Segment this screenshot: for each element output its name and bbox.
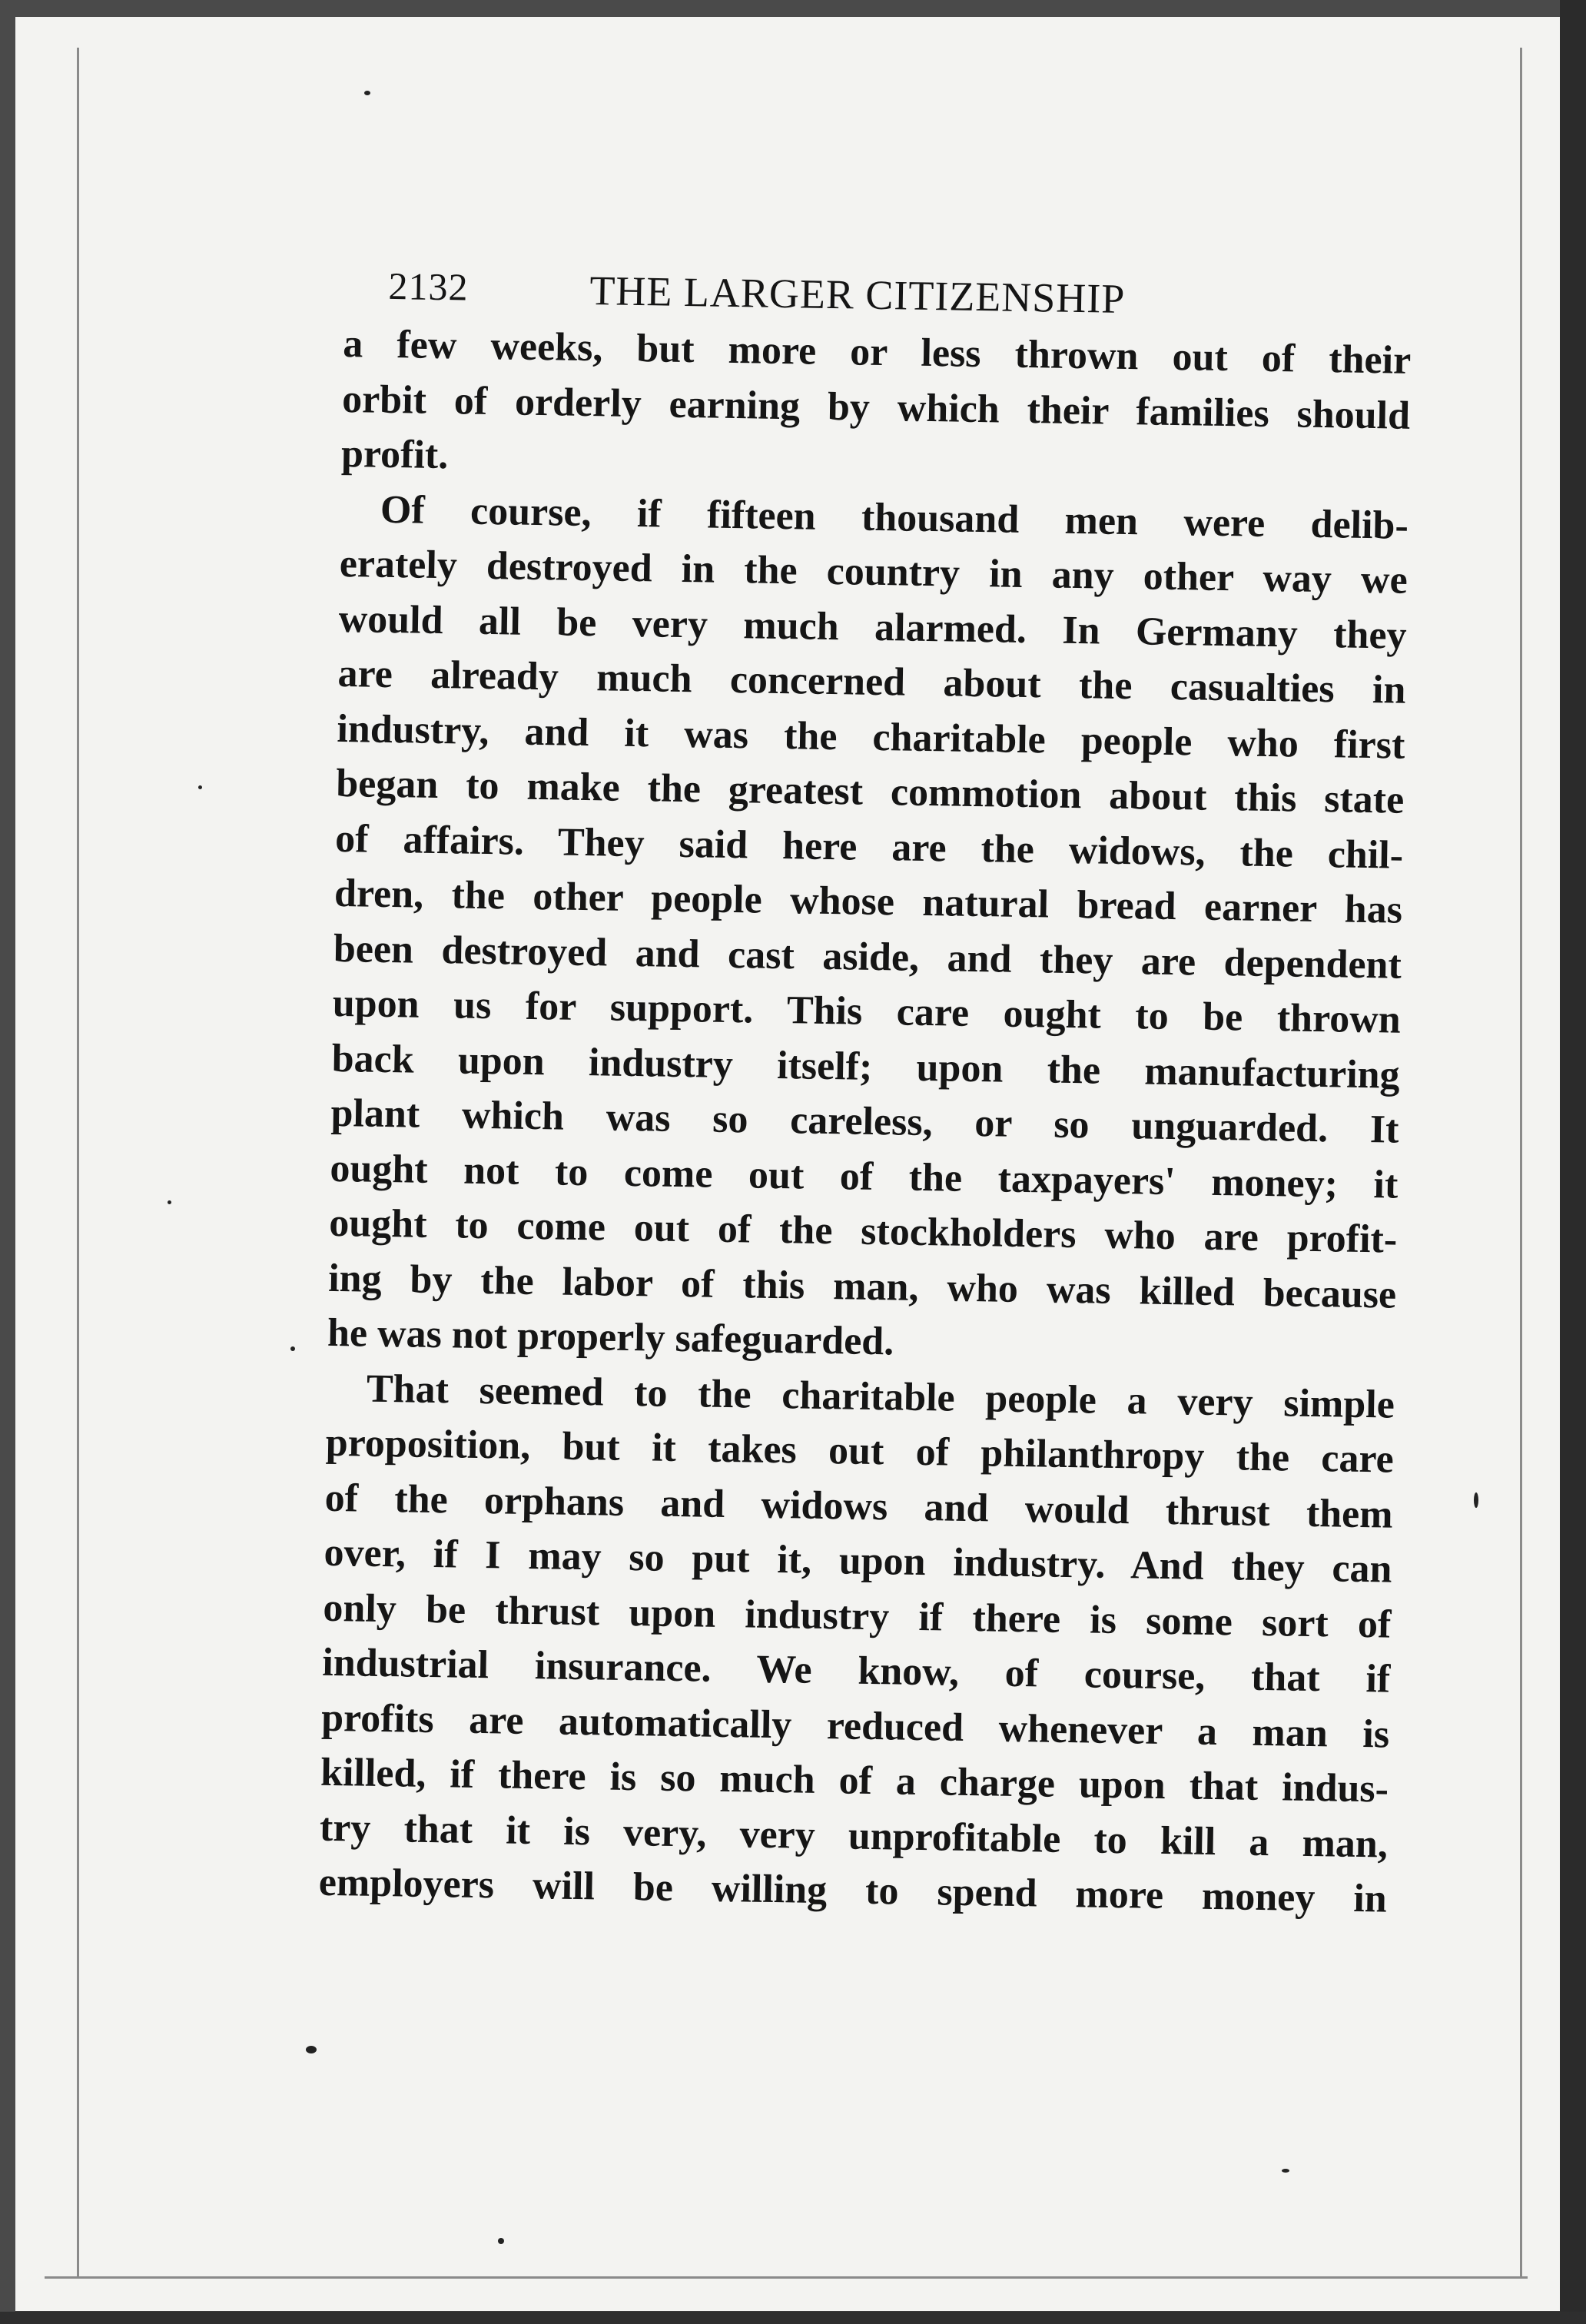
text-line: would all be very much alarmed. In Germany they [338, 596, 1408, 658]
text-line: only be thrust upon industry if there is some sort of [323, 1585, 1392, 1647]
text-line: profit. [340, 431, 449, 478]
running-title: THE LARGER CITIZENSHIP [589, 267, 1126, 322]
speck [1474, 1492, 1478, 1508]
text-line: Of course, if fifteen thousand men were delib- [380, 487, 1409, 548]
text-line: ing by the labor of this man, who was killed because [327, 1256, 1397, 1317]
text-line: back upon industry itself; upon the manufacturing [331, 1036, 1401, 1097]
text-line: profits are automatically reduced whenever a man is [320, 1695, 1390, 1757]
text-line: been destroyed and cast aside, and they are dependent [333, 926, 1402, 988]
text-line: upon us for support. This care ought to be thrown [332, 981, 1402, 1042]
right-margin-rule [1520, 48, 1522, 2276]
book-page [14, 17, 1560, 2311]
text-line: over, if I may so put it, upon industry. And they can [324, 1530, 1392, 1592]
text-line: of the orphans and widows and would thrust them [324, 1476, 1394, 1537]
speck [498, 2238, 504, 2244]
text-line: dren, the other people whose natural bread earner has [333, 871, 1403, 932]
text-line: orbit of orderly earning by which their families should [341, 377, 1411, 438]
text-line: try that it is very, very unprofitable to kill a man, [319, 1805, 1389, 1867]
text-line: began to make the greatest commotion about this state [335, 761, 1405, 822]
text-line: employers will be willing to spend more money in [318, 1860, 1388, 1921]
scan-border-bottom [0, 2312, 1586, 2324]
page-number: 2132 [388, 264, 469, 309]
left-margin-rule [77, 48, 79, 2276]
text-line: plant which was so careless, or so unguarded. It [330, 1091, 1399, 1152]
speck [198, 785, 202, 789]
speck [364, 91, 370, 95]
text-line: are already much concerned about the casualties in [337, 651, 1406, 712]
scan-border-left [0, 0, 15, 2324]
text-block [318, 263, 1412, 1927]
bottom-margin-rule [45, 2276, 1528, 2279]
text-line: of affairs. They said here are the widows, the chil- [334, 816, 1404, 878]
text-line: he was not properly safeguarded. [327, 1310, 894, 1364]
text-line: killed, if there is so much of a charge upon that indus- [320, 1750, 1389, 1811]
speck [306, 2046, 317, 2053]
text-line: erately destroyed in the country in any other way we [339, 541, 1408, 603]
text-line: a few weeks, but more or less thrown out of their [342, 321, 1412, 383]
scan-border-top [0, 0, 1586, 17]
speck [290, 1346, 295, 1351]
text-line: industrial insurance. We know, of course, that if [321, 1640, 1391, 1702]
scan-border-right [1560, 0, 1586, 2324]
text-line: proposition, but it takes out of philanthropy the care [325, 1420, 1395, 1482]
speck [1282, 2169, 1289, 2173]
speck [168, 1200, 171, 1204]
text-line: That seemed to the charitable people a very simple [366, 1366, 1395, 1427]
text-line: ought to come out of the stockholders who are profit- [328, 1200, 1398, 1262]
text-line: industry, and it was the charitable people who first [337, 706, 1405, 768]
text-line: ought not to come out of the taxpayers' money; it [330, 1146, 1399, 1207]
